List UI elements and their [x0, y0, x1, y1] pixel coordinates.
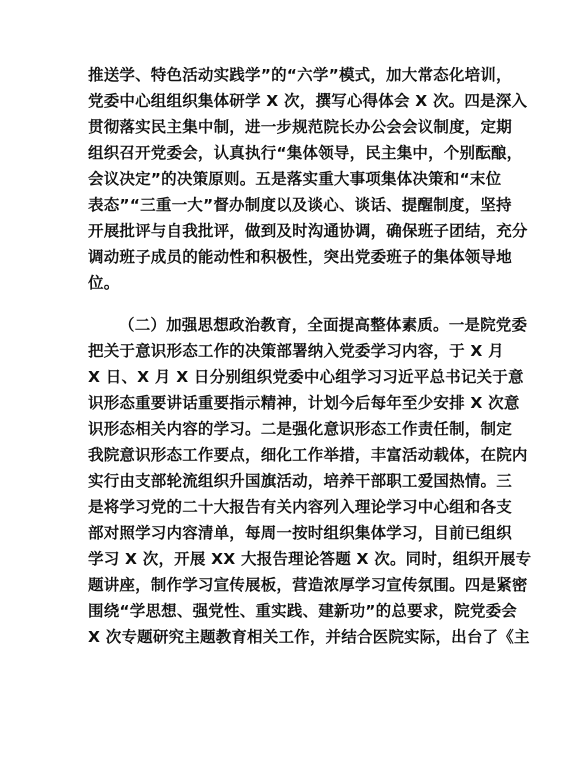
paragraph-2-line: 识形态重要讲话重要指示精神，计划今后每年至少安排 X 次意 [88, 394, 520, 412]
paragraph-2 [88, 312, 532, 650]
paragraph-2-line: 围绕“学思想、强党性、重实践、建新功”的总要求，院党委会 [88, 602, 517, 620]
paragraph-2-line: 我院意识形态工作要点，细化工作举措，丰富活动载体，在院内 [88, 446, 528, 464]
paragraph-1-line: 组织召开党委会，认真执行“集体领导，民主集中，个别酝酿， [88, 144, 523, 162]
paragraph-1 [88, 62, 528, 296]
paragraph-1-line: 党委中心组组织集体研学 X 次，撰写心得体会 X 次。四是深入 [88, 92, 528, 110]
paragraph-2-heading-line: （二）加强思想政治教育，全面提高整体素质。一是院党委 [119, 316, 528, 334]
paragraph-2-line: X 日、X 月 X 日分别组织党委中心组学习习近平总书记关于意 [88, 368, 524, 386]
paragraph-1-line: 调动班子成员的能动性和积极性，突出党委班子的集体领导地 [88, 248, 512, 266]
paragraph-1-line: 会议决定”的决策原则。五是落实重大事项集体决策和“末位 [88, 170, 502, 188]
paragraph-2-line: 把关于意识形态工作的决策部署纳入党委学习内容，于 X 月 [88, 342, 504, 360]
paragraph-1-line: 推送学、特色活动实践学”的“六学”模式，加大常态化培训， [88, 66, 512, 84]
paragraph-1-line: 位。 [88, 274, 120, 292]
paragraph-2-line: X 次专题研究主题教育相关工作，并结合医院实际，出台了《主 [88, 628, 530, 646]
paragraph-2-line: 题讲座，制作学习宣传展板，营造浓厚学习宣传氛围。四是紧密 [88, 576, 528, 594]
paragraph-2-line: 识形态相关内容的学习。二是强化意识形态工作责任制，制定 [88, 420, 512, 438]
paragraph-1-line: 表态”“三重一大”督办制度以及谈心、谈话、提醒制度，坚持 [88, 196, 512, 214]
paragraph-2-line: 是将学习党的二十大报告有关内容列入理论学习中心组和各支 [88, 498, 512, 516]
paragraph-2-line: 学习 X 次，开展 XX 大报告理论答题 X 次。同时，组织开展专 [88, 550, 532, 568]
paragraph-1-line: 开展批评与自我批评，做到及时沟通协调，确保班子团结，充分 [88, 222, 528, 240]
paragraph-1-line: 贯彻落实民主集中制，进一步规范院长办公会会议制度，定期 [88, 118, 512, 136]
paragraph-2-line: 实行由支部轮流组织升国旗活动，培养干部职工爱国热情。三 [88, 472, 512, 490]
paragraph-2-line: 部对照学习内容清单，每周一按时组织集体学习，目前已组织 [88, 524, 512, 542]
